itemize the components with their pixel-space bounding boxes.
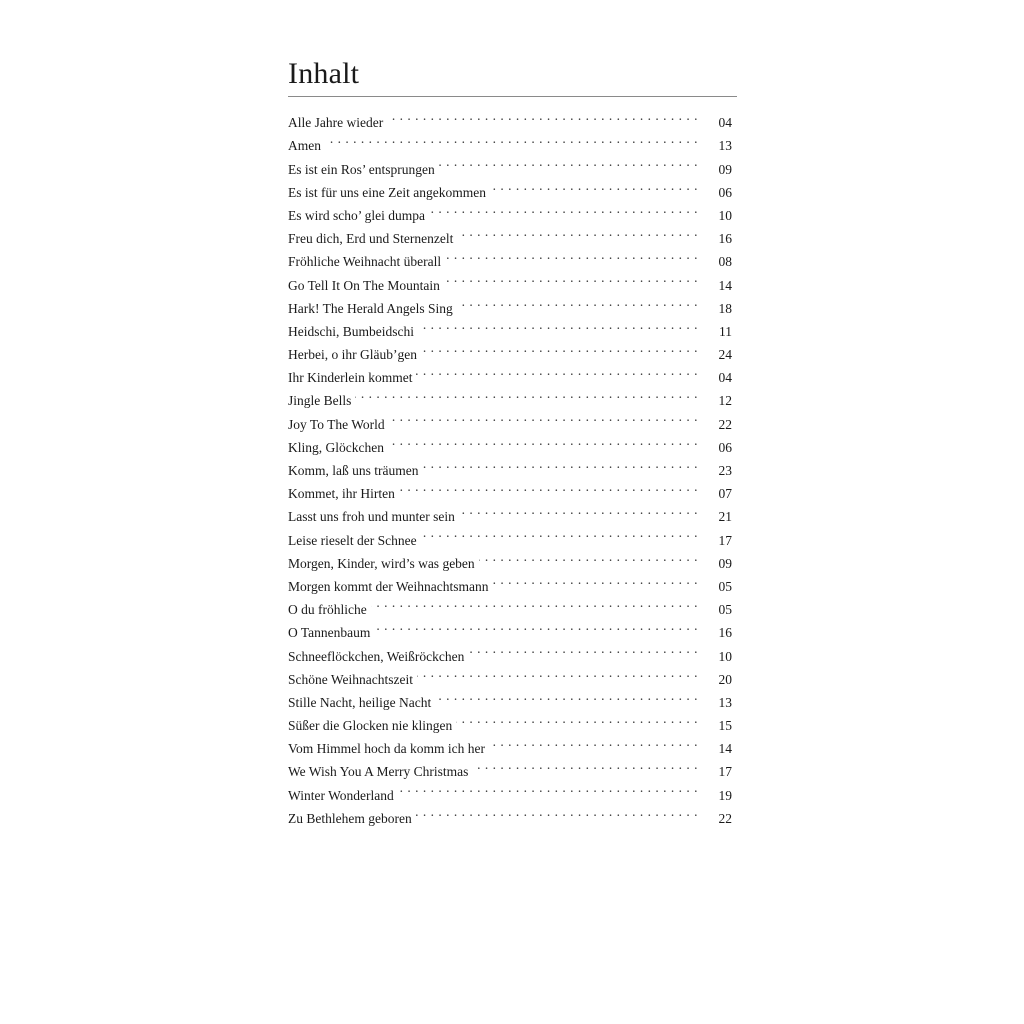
dot-leader bbox=[389, 405, 698, 428]
dot-leader bbox=[457, 290, 698, 313]
toc-entry-title: We Wish You A Merry Christmas bbox=[288, 764, 469, 780]
toc-entry-page-number: 21 bbox=[718, 509, 732, 525]
dot-leader bbox=[456, 707, 698, 730]
toc-entry bbox=[288, 382, 737, 409]
dot-leader bbox=[371, 591, 698, 614]
toc-entry-title: Schneeflöckchen, Weißröckchen bbox=[288, 648, 465, 664]
toc-entry-page-number: 17 bbox=[718, 764, 732, 780]
dot-leader bbox=[490, 174, 698, 197]
dot-leader bbox=[439, 150, 698, 173]
toc-entry-title: Freu dich, Erd und Sternenzelt bbox=[288, 231, 454, 247]
toc-entry-title: Kling, Glöckchen bbox=[288, 439, 384, 455]
toc-entry-page-number: 15 bbox=[718, 718, 732, 734]
toc-entry-title: Lasst uns froh und munter sein bbox=[288, 509, 455, 525]
dot-leader bbox=[435, 684, 698, 707]
dot-leader bbox=[387, 104, 698, 127]
toc-entry-title: Herbei, o ihr Gläub’gen bbox=[288, 347, 417, 363]
dot-leader bbox=[416, 359, 698, 382]
dot-leader bbox=[417, 661, 698, 684]
toc-entry-title: Süßer die Glocken nie klingen bbox=[288, 718, 453, 734]
toc-entry-page-number: 09 bbox=[718, 161, 732, 177]
toc-entry bbox=[288, 104, 737, 131]
dot-leader bbox=[444, 266, 698, 289]
toc-entry-title: Komm, laß uns träumen bbox=[288, 463, 419, 478]
dot-leader bbox=[421, 336, 698, 359]
toc-entry-page-number: 11 bbox=[719, 323, 732, 339]
dot-leader bbox=[489, 730, 698, 753]
toc-entry-page-number: 06 bbox=[718, 184, 732, 200]
toc-entry-title: Kommet, ihr Hirten bbox=[288, 486, 395, 502]
toc-entry-page-number: 13 bbox=[718, 694, 732, 710]
dot-leader bbox=[459, 498, 698, 521]
toc-entry-page-number: 10 bbox=[718, 648, 732, 664]
toc-entry-title: Leise rieselt der Schnee bbox=[288, 532, 417, 548]
toc-entry-title: O du fröhliche bbox=[288, 602, 367, 618]
dot-leader bbox=[457, 220, 698, 243]
dot-leader bbox=[422, 452, 698, 475]
dot-leader bbox=[421, 521, 698, 544]
dot-leader bbox=[398, 776, 698, 799]
toc-entry-title: Alle Jahre wieder bbox=[288, 115, 384, 131]
dot-leader bbox=[355, 382, 698, 405]
toc-entry-page-number: 19 bbox=[718, 787, 732, 803]
toc-entry-page-number: 10 bbox=[718, 207, 732, 223]
dot-leader bbox=[472, 753, 698, 776]
toc-entry-title: Es ist ein Ros’ entsprungen bbox=[288, 161, 435, 177]
toc-entry-page-number: 14 bbox=[718, 741, 732, 757]
table-of-contents-page bbox=[288, 56, 737, 839]
toc-entry-page-number: 06 bbox=[718, 439, 732, 455]
toc-entry-title: O Tannenbaum bbox=[288, 625, 371, 641]
toc-entry-page-number: 16 bbox=[718, 625, 732, 641]
toc-entry-title: Zu Bethlehem geboren bbox=[288, 810, 412, 826]
toc-entry-page-number: 22 bbox=[718, 810, 732, 826]
toc-entry-title: Es wird scho’ glei dumpa bbox=[288, 207, 425, 223]
toc-entry-title: Fröhliche Weihnacht überall bbox=[288, 254, 442, 270]
toc-entry-page-number: 05 bbox=[718, 578, 732, 594]
page-title: Inhalt bbox=[288, 57, 360, 90]
dot-leader bbox=[493, 568, 698, 591]
toc-entry-page-number: 05 bbox=[718, 602, 732, 618]
dot-leader bbox=[445, 243, 698, 266]
dot-leader bbox=[468, 637, 698, 660]
toc-entry-title: Go Tell It On The Mountain bbox=[288, 277, 440, 293]
toc-entry-title: Vom Himmel hoch da komm ich her bbox=[288, 741, 485, 757]
title-divider bbox=[288, 96, 737, 97]
toc-entry-title: Joy To The World bbox=[288, 416, 385, 432]
toc-entry-title: Es ist für uns eine Zeit angekommen bbox=[288, 184, 486, 200]
toc-entry-page-number: 20 bbox=[718, 671, 732, 687]
dot-leader bbox=[416, 800, 698, 823]
toc-entry-page-number: 04 bbox=[718, 370, 732, 386]
toc-entry-title: Heidschi, Bumbeidschi bbox=[288, 323, 414, 339]
toc-entry-page-number: 18 bbox=[718, 300, 732, 316]
toc-entry bbox=[288, 150, 737, 177]
toc-entry-title: Jingle Bells bbox=[288, 393, 352, 409]
toc-entry-page-number: 16 bbox=[718, 231, 732, 247]
toc-entry bbox=[288, 127, 737, 154]
toc-entry-title: Hark! The Herald Angels Sing bbox=[288, 300, 453, 316]
toc-entry-title: Morgen kommt der Weihnachtsmann bbox=[288, 578, 489, 594]
dot-leader bbox=[374, 614, 698, 637]
toc-entry-page-number: 17 bbox=[718, 532, 732, 548]
toc-entry-title: Ihr Kinderlein kommet bbox=[288, 370, 413, 386]
toc-entry-page-number: 22 bbox=[718, 416, 732, 432]
toc-entry-page-number: 04 bbox=[718, 115, 732, 131]
toc-entry-page-number: 23 bbox=[718, 463, 732, 478]
toc-entry-page-number: 07 bbox=[718, 486, 732, 502]
toc-entry-page-number: 12 bbox=[718, 393, 732, 409]
toc-entry-title: Winter Wonderland bbox=[288, 787, 394, 803]
dot-leader bbox=[399, 475, 698, 498]
toc-entry-title: Schöne Weihnachtszeit bbox=[288, 671, 414, 687]
dot-leader bbox=[325, 127, 698, 150]
toc-entry-page-number: 14 bbox=[718, 277, 732, 293]
toc-entry-title: Stille Nacht, heilige Nacht bbox=[288, 694, 432, 710]
dot-leader bbox=[479, 545, 698, 568]
toc-entry-title: Morgen, Kinder, wird’s was geben bbox=[288, 555, 475, 571]
toc-entry-title: Amen bbox=[288, 138, 321, 154]
toc-list bbox=[288, 104, 737, 826]
dot-leader bbox=[388, 429, 698, 452]
toc-entry-page-number: 09 bbox=[718, 555, 732, 571]
toc-entry-page-number: 24 bbox=[718, 347, 732, 363]
toc-entry-page-number: 13 bbox=[718, 138, 732, 154]
toc-entry-page-number: 08 bbox=[718, 254, 732, 270]
dot-leader bbox=[429, 197, 698, 220]
dot-leader bbox=[418, 313, 698, 336]
